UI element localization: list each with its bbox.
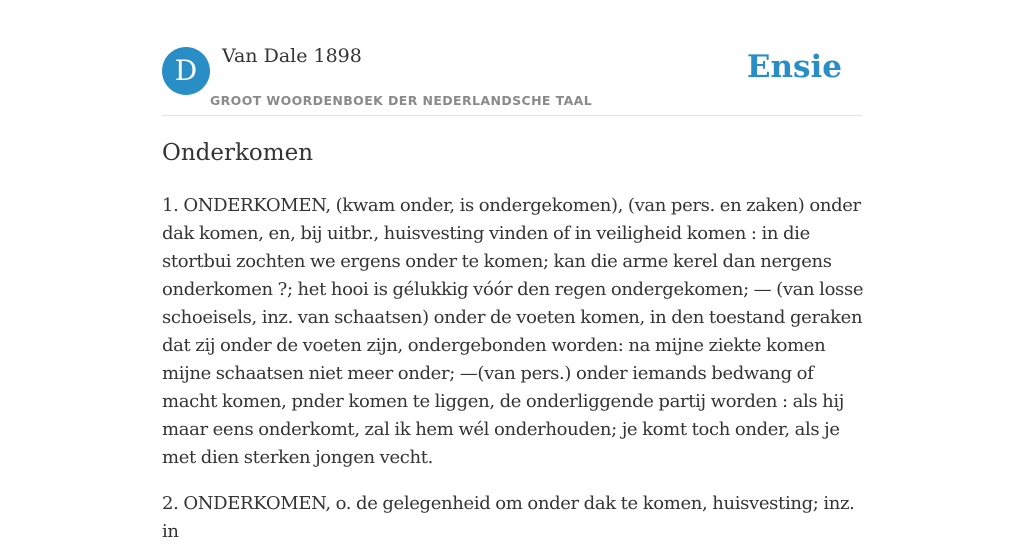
definition-paragraph: 1. ONDERKOMEN, (kwam onder, is ondergekomen), (van pers. en zaken) onder dak komen, en, bij uitbr., huisvesting vinden of in veiligheid komen : in die stortbui zochten we ergens onder te komen; kan die arme kerel dan nergens onderkomen ?; het hooi is gélukkig vóór den regen ondergekomen; — (van losse schoeisels, inz. van schaatsen) onder de voeten komen, in den toestand geraken dat zij onder de voeten zijn, ondergebonden worden: na mijne ziekte komen mijne schaatsen niet meer onder; —(van pers.) onder iemands bedwang of macht komen, pnder komen te liggen, de onderliggende partij worden : als hij maar eens onderkomt, zal ik hem wél onderhouden; je komt toch onder, als je met dien sterken jongen vecht. xyxy=(162,195,864,468)
dictionary-logo[interactable]: D xyxy=(162,47,210,95)
ensie-brand-logo[interactable]: Ensie xyxy=(746,49,842,85)
definition-paragraph: 2. ONDERKOMEN, o. de gelegenheid om onder dak te komen, huisvesting; inz. in xyxy=(162,493,855,542)
dictionary-subtitle: GROOT WOORDENBOEK DER NEDERLANDSCHE TAAL xyxy=(210,93,593,108)
entry-title: Onderkomen xyxy=(162,140,314,166)
dictionary-header xyxy=(162,0,862,116)
dictionary-title[interactable]: Van Dale 1898 xyxy=(222,45,362,67)
